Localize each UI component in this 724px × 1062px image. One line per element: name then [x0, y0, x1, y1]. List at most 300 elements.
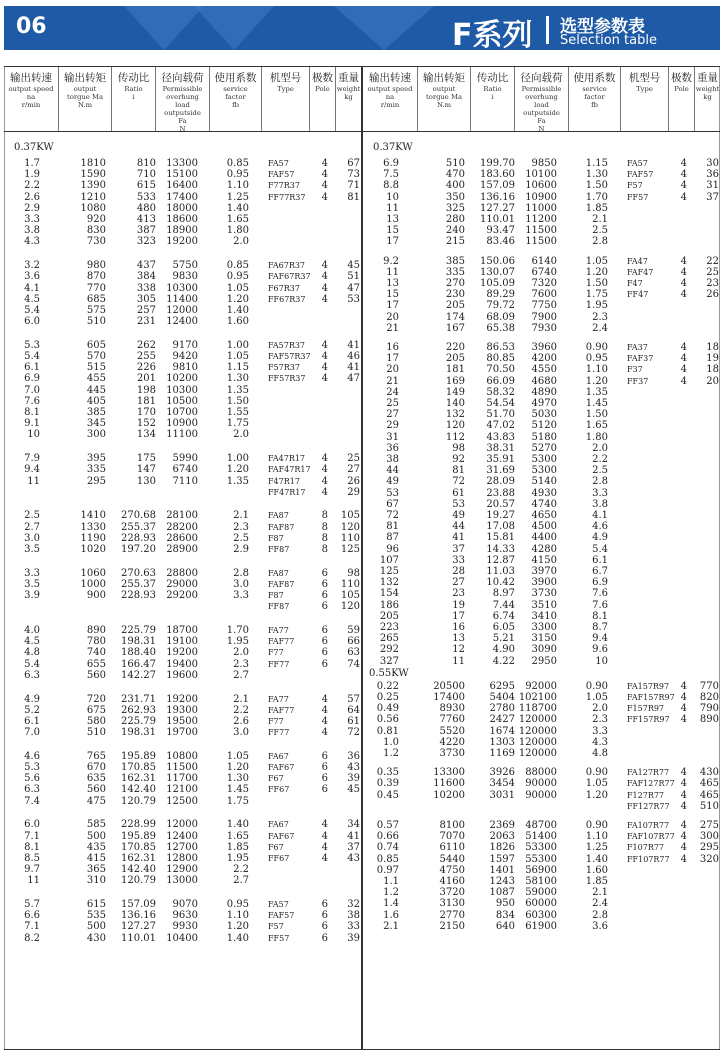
- table-cell: 110.01: [121, 932, 156, 944]
- table-cell: 4: [321, 453, 328, 465]
- table-cell: 5990: [172, 453, 198, 465]
- table-cell: 3454: [489, 778, 515, 790]
- table-cell: 4680: [531, 375, 557, 387]
- table-cell: 0.90: [585, 820, 608, 831]
- table-cell: 81: [452, 465, 465, 477]
- table-cell: 17: [386, 236, 399, 248]
- table-cell: 28: [452, 566, 465, 577]
- table-cell: 280: [445, 214, 465, 225]
- table-cell: 25: [386, 398, 399, 409]
- table-cell: 4890: [531, 386, 557, 398]
- table-cell: 125: [379, 566, 399, 577]
- table-cell: 270.63: [121, 567, 156, 579]
- table-cell: 3960: [531, 342, 557, 353]
- table-cell: 470: [445, 169, 465, 181]
- table-cell: 11000: [525, 202, 557, 214]
- table-cell: 6: [321, 773, 328, 785]
- table-cell: 10100: [525, 169, 557, 181]
- table-cell: 305: [136, 293, 156, 305]
- table-cell: 147: [136, 464, 156, 476]
- table-row: [6, 874, 362, 887]
- table-cell: 4: [321, 704, 328, 716]
- table-cell: 262.93: [121, 704, 156, 716]
- table-cell: 413: [136, 214, 156, 225]
- table-cell: 19400: [166, 658, 198, 670]
- table-cell: 325: [445, 202, 465, 214]
- table-cell: 120: [340, 521, 360, 533]
- table-cell: 1.85: [585, 876, 608, 887]
- table-cell: 28100: [166, 510, 198, 522]
- table-cell: 23: [706, 278, 719, 289]
- table-cell: 0.49: [376, 703, 399, 715]
- table-cell: 4: [321, 693, 328, 705]
- table-cell: FF77R37: [268, 192, 306, 202]
- table-cell: 1.20: [585, 266, 608, 278]
- table-cell: 1.05: [585, 692, 608, 703]
- table-cell: 2.4: [592, 898, 608, 910]
- table-cell: 120000: [518, 725, 557, 737]
- table-cell: 350: [445, 191, 465, 203]
- table-cell: 4500: [531, 521, 557, 533]
- table-cell: F87: [268, 591, 284, 601]
- table-cell: 13000: [166, 875, 198, 887]
- table-cell: 1.50: [585, 409, 608, 421]
- table-row: [6, 543, 362, 556]
- table-cell: 15: [386, 289, 399, 301]
- table-cell: 4: [321, 819, 328, 831]
- table-cell: 186: [379, 599, 399, 611]
- table-cell: 134: [136, 429, 156, 441]
- table-cell: 10900: [166, 418, 198, 430]
- table-cell: 30: [706, 158, 719, 169]
- table-cell: 510: [86, 727, 106, 739]
- table-row: [365, 322, 721, 335]
- table-cell: 1303: [489, 736, 515, 748]
- table-cell: 4: [321, 351, 328, 362]
- table-cell: 11.03: [486, 566, 515, 577]
- column-header-cn: 输出转矩: [423, 72, 465, 84]
- table-row: [365, 747, 721, 760]
- table-cell: 18000: [166, 202, 198, 214]
- table-cell: 9170: [172, 339, 198, 351]
- table-cell: 120000: [518, 736, 557, 748]
- table-cell: 2.3: [592, 714, 608, 726]
- table-cell: 0.90: [585, 767, 608, 779]
- table-cell: 17: [386, 353, 399, 365]
- table-cell: 257: [136, 304, 156, 316]
- table-cell: 0.85: [376, 853, 399, 865]
- table-cell: FA37: [627, 343, 648, 352]
- table-cell: 6: [321, 647, 328, 659]
- table-cell: FAF57: [268, 170, 295, 180]
- table-cell: 12100: [166, 784, 198, 796]
- table-cell: 1810: [80, 158, 106, 169]
- table-cell: 365: [86, 864, 106, 876]
- table-cell: 47: [347, 282, 360, 294]
- table-cell: 36: [347, 750, 360, 762]
- table-cell: 7.6: [24, 395, 40, 407]
- table-cell: 43: [347, 852, 360, 864]
- column-header-cn: 极数: [671, 72, 692, 84]
- table-cell: FA47R17: [268, 454, 306, 464]
- table-cell: 3.3: [592, 487, 608, 499]
- table-cell: 11400: [166, 293, 198, 305]
- table-cell: 292: [379, 644, 399, 656]
- table-cell: 120: [340, 601, 360, 613]
- page-number: 06: [16, 14, 47, 39]
- table-cell: FAF127R77: [627, 779, 675, 789]
- table-cell: 205: [445, 300, 465, 312]
- table-cell: 1.40: [585, 853, 608, 865]
- table-cell: 400: [445, 180, 465, 192]
- table-row: [6, 669, 362, 682]
- table-cell: 685: [86, 293, 106, 305]
- table-cell: 10.42: [486, 577, 515, 589]
- table-cell: 2.1: [383, 920, 399, 932]
- table-cell: 770: [699, 680, 719, 692]
- table-cell: 49: [386, 476, 399, 488]
- table-cell: 27: [386, 409, 399, 421]
- table-cell: 16400: [166, 180, 198, 192]
- table-cell: 166.47: [121, 658, 156, 670]
- table-cell: 15: [386, 225, 399, 237]
- table-cell: 2.6: [233, 715, 249, 727]
- table-cell: 635: [86, 773, 106, 785]
- table-cell: 1060: [80, 567, 106, 579]
- table-cell: 12700: [166, 841, 198, 853]
- table-cell: 31: [386, 431, 399, 443]
- table-cell: 4: [321, 464, 328, 476]
- table-cell: 21: [386, 375, 399, 387]
- table-cell: 140: [445, 398, 465, 409]
- table-cell: 102100: [518, 692, 557, 703]
- table-cell: 510: [86, 316, 106, 328]
- table-cell: 0.45: [376, 789, 399, 801]
- table-cell: 7.1: [24, 830, 40, 842]
- table-cell: 72: [452, 476, 465, 488]
- table-cell: 64: [347, 704, 360, 716]
- table-cell: FAF77: [268, 705, 295, 715]
- table-cell: 125: [340, 544, 360, 555]
- table-cell: 6.74: [492, 610, 515, 622]
- table-cell: 2150: [439, 920, 465, 932]
- table-cell: 71: [347, 180, 360, 192]
- table-cell: FF67: [268, 785, 290, 795]
- series-title: F系列: [452, 18, 533, 50]
- table-cell: 1020: [80, 544, 106, 555]
- table-cell: 240: [445, 225, 465, 237]
- table-cell: 9.4: [592, 633, 608, 645]
- table-cell: 1.60: [226, 316, 249, 328]
- table-cell: 162.31: [121, 852, 156, 864]
- column-header-en: weight kg: [336, 85, 361, 101]
- table-cell: 384: [136, 271, 156, 283]
- table-cell: 55300: [525, 853, 557, 865]
- table-cell: 0.57: [376, 820, 399, 831]
- table-cell: 1.1: [383, 876, 399, 887]
- table-cell: 2.5: [592, 465, 608, 477]
- table-cell: 24: [386, 386, 399, 398]
- table-cell: 92: [452, 454, 465, 465]
- table-cell: FA47: [627, 256, 648, 266]
- table-cell: 1.05: [585, 255, 608, 267]
- table-cell: 445: [86, 384, 106, 396]
- table-cell: 3730: [531, 588, 557, 600]
- table-cell: 6: [321, 921, 328, 933]
- table-cell: 142.40: [121, 864, 156, 876]
- table-cell: 560: [86, 669, 106, 681]
- column-header: [695, 67, 720, 131]
- table-cell: 3720: [439, 887, 465, 899]
- table-cell: 1.2: [383, 748, 399, 759]
- table-cell: 29000: [166, 578, 198, 590]
- table-cell: 2.8: [592, 909, 608, 921]
- table-cell: 790: [699, 703, 719, 715]
- table-cell: 19100: [166, 636, 198, 648]
- table-cell: 1.85: [226, 841, 249, 853]
- table-cell: 157.09: [121, 899, 156, 910]
- table-cell: FAF57: [627, 170, 654, 180]
- table-cell: 1.35: [226, 384, 249, 396]
- table-cell: FA67: [268, 751, 289, 761]
- table-cell: 1.40: [226, 932, 249, 944]
- table-cell: 53: [386, 487, 399, 499]
- table-cell: 1.2: [383, 887, 399, 899]
- table-cell: 2427: [489, 714, 515, 726]
- table-cell: 7.4: [24, 795, 40, 807]
- table-cell: 51.70: [486, 409, 515, 421]
- table-cell: 2.5: [24, 510, 40, 522]
- table-cell: FA67R37: [268, 261, 306, 271]
- table-cell: 830: [86, 225, 106, 237]
- table-cell: 36: [386, 442, 399, 454]
- table-cell: 3.6: [592, 920, 608, 932]
- column-header: [210, 67, 262, 131]
- table-cell: 5.3: [24, 339, 40, 351]
- table-cell: 6.1: [24, 715, 40, 727]
- table-cell: F57: [627, 181, 643, 191]
- table-cell: F67: [268, 774, 284, 784]
- table-cell: 11: [386, 202, 399, 214]
- table-cell: 265: [379, 633, 399, 645]
- table-cell: 6: [321, 899, 328, 910]
- table-cell: F127R77: [627, 790, 665, 800]
- table-cell: 0.81: [376, 725, 399, 737]
- table-cell: 72: [347, 727, 360, 739]
- table-cell: 4: [321, 260, 328, 272]
- column-header-cn: 机型号: [628, 72, 661, 84]
- table-cell: 2.0: [233, 236, 249, 248]
- table-cell: 43: [347, 762, 360, 773]
- table-cell: FA57: [268, 900, 289, 909]
- column-header-en: service factor fb: [582, 85, 607, 109]
- table-cell: 1597: [489, 853, 515, 865]
- table-cell: 6: [321, 625, 328, 636]
- table-cell: FF67: [268, 853, 290, 863]
- table-cell: 6.6: [24, 910, 40, 922]
- table-cell: 1.95: [226, 636, 249, 648]
- table-cell: 4650: [531, 510, 557, 521]
- table-cell: F47: [627, 279, 643, 288]
- table-cell: 89.29: [486, 289, 515, 301]
- table-cell: 56900: [525, 864, 557, 876]
- table-cell: 4: [680, 767, 687, 779]
- table-cell: 4930: [531, 487, 557, 499]
- table-cell: 8: [321, 532, 328, 544]
- table-row: [6, 428, 362, 441]
- table-cell: 300: [86, 429, 106, 441]
- table-cell: 3300: [531, 622, 557, 633]
- table-cell: 53: [452, 498, 465, 510]
- table-cell: 4: [680, 800, 687, 812]
- table-cell: 26: [706, 289, 719, 301]
- table-cell: 46: [347, 351, 360, 362]
- table-cell: 4: [680, 255, 687, 267]
- table-cell: 2.6: [24, 191, 40, 203]
- power-label: 0.37KW: [373, 142, 413, 153]
- table-cell: 335: [86, 464, 106, 476]
- table-cell: 3.0: [233, 578, 249, 590]
- column-header-en: Ratio i: [124, 85, 143, 101]
- table-cell: FA127R77: [627, 768, 670, 778]
- table-cell: 4.8: [592, 748, 608, 759]
- table-cell: FF87: [268, 545, 290, 554]
- table-cell: 1.0: [383, 736, 399, 748]
- table-cell: 4: [321, 169, 328, 181]
- table-cell: 17: [452, 610, 465, 622]
- table-cell: 51400: [525, 831, 557, 843]
- table-cell: FAF107R77: [627, 832, 675, 842]
- table-cell: 4150: [531, 554, 557, 566]
- table-cell: 2.8: [233, 567, 249, 579]
- table-cell: 475: [86, 795, 106, 807]
- table-cell: 5.4: [24, 304, 40, 316]
- table-cell: 174: [445, 311, 465, 323]
- table-cell: 181: [445, 364, 465, 376]
- table-cell: 6.3: [24, 784, 40, 796]
- table-cell: 9.2: [383, 255, 399, 267]
- table-cell: 7900: [531, 311, 557, 323]
- table-cell: 157.09: [480, 180, 515, 192]
- table-cell: 10800: [166, 750, 198, 762]
- table-cell: 12.87: [486, 554, 515, 566]
- table-cell: 2.8: [592, 476, 608, 488]
- table-cell: 11500: [525, 236, 557, 248]
- table-cell: 3.0: [24, 532, 40, 544]
- table-cell: 0.66: [376, 831, 399, 843]
- table-cell: 170.85: [121, 762, 156, 773]
- table-cell: 515: [86, 362, 106, 374]
- table-cell: 0.25: [376, 692, 399, 703]
- table-cell: 34: [347, 819, 360, 831]
- table-cell: 22: [706, 255, 719, 267]
- table-cell: 1.05: [226, 750, 249, 762]
- table-cell: 48700: [525, 820, 557, 831]
- table-cell: 29: [386, 420, 399, 432]
- table-cell: 4400: [531, 532, 557, 544]
- column-header-cn: 传动比: [476, 72, 509, 84]
- column-header: [363, 67, 418, 131]
- table-cell: 2.0: [592, 703, 608, 715]
- table-cell: 3.6: [24, 271, 40, 283]
- table-cell: 4: [321, 180, 328, 192]
- table-cell: 335: [445, 266, 465, 278]
- table-cell: 1330: [80, 521, 106, 533]
- table-cell: 1.75: [226, 795, 249, 807]
- column-header: [621, 67, 669, 131]
- table-cell: 3.5: [24, 578, 40, 590]
- table-cell: 1410: [80, 510, 106, 522]
- table-cell: 4: [680, 680, 687, 692]
- table-cell: 53: [347, 293, 360, 305]
- table-cell: 1401: [489, 864, 515, 876]
- table-cell: 435: [86, 841, 106, 853]
- table-cell: 9810: [172, 362, 198, 374]
- table-cell: 3.8: [592, 498, 608, 510]
- table-cell: 4740: [531, 498, 557, 510]
- table-cell: 7.6: [592, 599, 608, 611]
- table-cell: 17.08: [486, 521, 515, 533]
- table-cell: 86.53: [486, 342, 515, 353]
- table-cell: 39: [347, 932, 360, 944]
- table-cell: 5300: [531, 465, 557, 477]
- table-row: [365, 920, 721, 933]
- table-cell: 4.3: [592, 736, 608, 748]
- table-cell: 4.5: [24, 293, 40, 305]
- table-cell: 41: [347, 339, 360, 351]
- table-cell: 127.27: [121, 921, 156, 933]
- table-cell: 1.25: [226, 191, 249, 203]
- table-cell: F157R97: [627, 704, 665, 714]
- column-header-en: Permissible overhung load outputside Fa N: [162, 85, 203, 133]
- table-cell: 6: [321, 590, 328, 602]
- table-cell: 834: [495, 909, 515, 921]
- table-cell: 3410: [531, 610, 557, 622]
- table-cell: 61900: [525, 920, 557, 932]
- table-cell: 28600: [166, 532, 198, 544]
- table-cell: 1674: [489, 725, 515, 737]
- table-cell: 640: [495, 920, 515, 932]
- table-cell: 11500: [166, 762, 198, 773]
- table-cell: 5030: [531, 409, 557, 421]
- table-cell: 10300: [166, 282, 198, 294]
- table-cell: 105: [340, 510, 360, 522]
- table-cell: 16: [452, 622, 465, 633]
- table-cell: 570: [86, 351, 106, 362]
- table-cell: 2.2: [24, 180, 40, 192]
- table-cell: 1.20: [226, 293, 249, 305]
- table-cell: 53300: [525, 842, 557, 854]
- table-cell: 6: [321, 784, 328, 796]
- column-header-en: service factor fb: [223, 85, 248, 109]
- table-cell: 8930: [439, 703, 465, 715]
- table-cell: 0.95: [226, 271, 249, 283]
- table-cell: 12000: [166, 819, 198, 831]
- table-cell: 15100: [166, 169, 198, 181]
- table-cell: 765: [86, 750, 106, 762]
- table-cell: 4.9: [592, 532, 608, 544]
- table-cell: 11700: [166, 773, 198, 785]
- column-header: [669, 67, 695, 131]
- table-cell: 81: [386, 521, 399, 533]
- table-cell: 19200: [166, 647, 198, 659]
- table-cell: 4: [680, 853, 687, 865]
- table-cell: 6.0: [24, 316, 40, 328]
- table-cell: 49: [452, 510, 465, 521]
- table-cell: 198: [136, 384, 156, 396]
- table-row: [365, 800, 721, 813]
- table-cell: 130: [136, 475, 156, 487]
